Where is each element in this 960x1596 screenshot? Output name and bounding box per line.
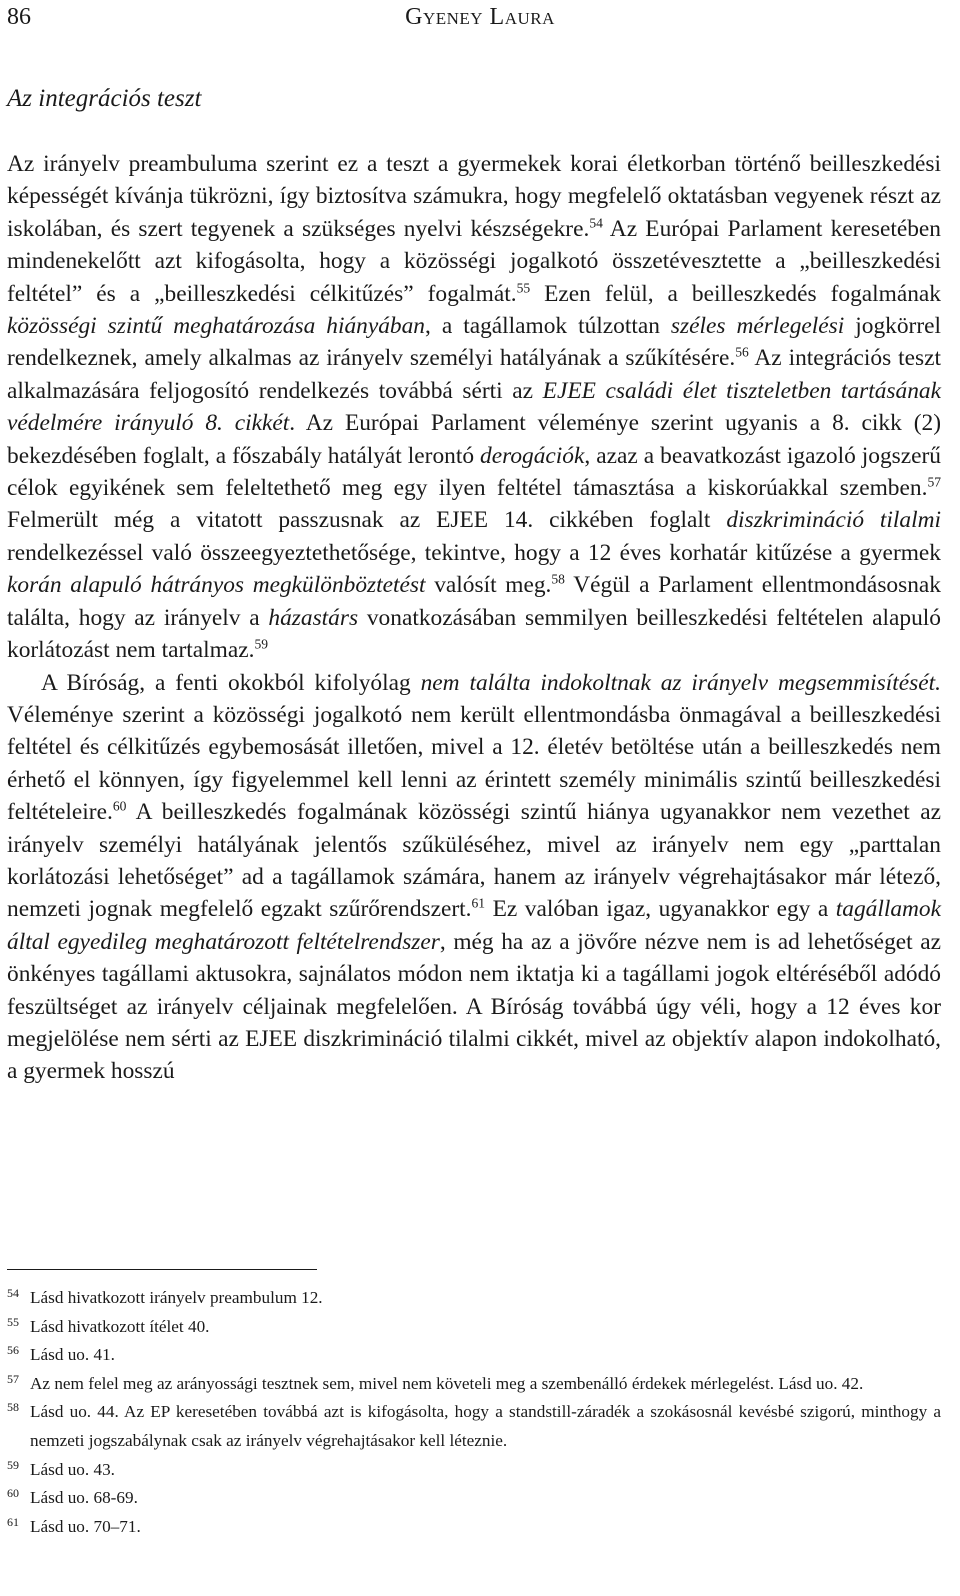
footnote-number: 59 xyxy=(7,1457,19,1472)
italic-text: EJEE családi élet tiszteletben tartásának védelmére irányuló 8. cikkét xyxy=(7,377,941,437)
text-run: Ez valóban igaz, ugyanakkor egy a xyxy=(485,896,836,923)
footnote-number: 55 xyxy=(7,1314,19,1329)
text-run: Az integrációs teszt alkalmazására feljogosító rendelkezés továbbá sérti az xyxy=(7,345,941,404)
footnote-number: 54 xyxy=(7,1286,19,1300)
text-run: Ezen felül, a beilleszkedés fogalmának xyxy=(530,280,941,307)
italic-text: széles mérlegelési xyxy=(670,313,845,340)
footnote-number: 56 xyxy=(7,1343,19,1358)
footnote-text: Lásd uo. 43. xyxy=(30,1459,115,1479)
section-title: Az integrációs teszt xyxy=(7,85,202,112)
footnote-ref: 61 xyxy=(471,895,486,911)
footnote-number: 58 xyxy=(7,1400,19,1415)
italic-text: házastárs xyxy=(268,604,359,631)
italic-text: nem találta indokoltnak az irányelv megsemmisítését. xyxy=(420,669,941,696)
footnote-ref: 56 xyxy=(735,345,749,361)
footnote-text: Lásd hivatkozott irányelv preambulum 12. xyxy=(30,1288,323,1307)
body-text xyxy=(7,148,941,1088)
footnote-text: Lásd uo. 41. xyxy=(30,1345,115,1365)
text-run: Végül a Parlament ellentmondásosnak találta, hogy az irányelv a xyxy=(7,572,941,631)
italic-text: derogációk xyxy=(480,442,585,469)
italic-text: diszkrimináció tilalmi xyxy=(726,507,942,534)
footnote-number: 61 xyxy=(7,1514,19,1529)
footnote xyxy=(7,1313,941,1342)
footnote xyxy=(7,1284,941,1313)
text-run: Az Európai Parlament keresetében mindenekelőtt azt kifogásolta, hogy a közösségi jogalkotó összetévesztette a „beilleszkedési feltétel” és a „beilleszkedési célkitűzés” fogalmát. xyxy=(7,215,941,307)
text-run: Véleménye szerint a közösségi jogalkotó nem került ellentmondásba önmagával a beilleszkedési feltétel és célkitűzés egybemosását illetően, mivel a 12. életév betöltése után a beilleszkedés nem érhető el könnyen, így figyelemmel kell lenni az érintett személy minimális szintű beilleszkedési feltételeire. xyxy=(7,701,941,826)
footnote-number: 60 xyxy=(7,1486,19,1501)
text-run: . Az Európai Parlament véleménye szerint ugyanis a 8. cikk (2) bekezdésében foglalt, a főszabály hatályát lerontó xyxy=(7,410,941,469)
text-run: , azaz a beavatkozást igazoló jogszerű célok egyikének sem feleltethető meg egy ilyen feltétel támasztása a kiskorúakkal szemben. xyxy=(7,442,941,502)
italic-text: közösségi szintű meghatározása hiányában xyxy=(7,313,426,340)
footnote-text: Az nem felel meg az arányossági tesztnek sem, mivel nem követeli meg a szembenálló érdekek mérlegelést. Lásd uo. 42. xyxy=(30,1373,864,1393)
footnote-number: 57 xyxy=(7,1371,19,1386)
running-head-author: Gyeney Laura xyxy=(405,4,555,30)
footnote-text: Lásd uo. 70–71. xyxy=(30,1516,141,1536)
italic-text: tagállamok által egyedileg meghatározott feltételrendszer xyxy=(7,896,941,955)
text-run: A Bíróság, a fenti okokból kifolyólag xyxy=(41,669,421,696)
footnote-ref: 60 xyxy=(112,798,127,814)
footnote xyxy=(7,1370,941,1399)
footnote xyxy=(7,1456,941,1485)
footnote xyxy=(7,1484,941,1513)
text-run: , a tagállamok túlzottan xyxy=(425,313,671,340)
text-run: Felmerült még a vitatott passzusnak az EJEE 14. cikkében foglalt xyxy=(7,507,727,534)
text-run: rendelkezéssel való összeegyeztethetősége, tekintve, hogy a 12 éves korhatár kitűzése a gyermek xyxy=(7,539,941,566)
footnote xyxy=(7,1341,941,1370)
page-header xyxy=(7,0,953,34)
text-run: vonatkozásában semmilyen beilleszkedési feltételen alapuló korlátozást nem tartalmaz. xyxy=(7,604,941,664)
footnote-ref: 57 xyxy=(927,474,941,490)
footnote-separator xyxy=(7,1269,317,1270)
footnote xyxy=(7,1398,941,1455)
footnote-text: Lásd uo. 68-69. xyxy=(30,1488,138,1508)
footnote-ref: 54 xyxy=(589,215,603,231)
body-paragraph xyxy=(7,667,941,1088)
text-run: A beilleszkedés fogalmának közösségi szintű hiánya ugyanakkor nem vezethet az irányelv személyi hatályának jelentős szűküléséhez, mivel az irányelv nem egy „parttalan korlátozási lehetőséget” ad a tagállamok számára, hanem az irányelv végrehajtásakor már létező, nemzeti jognak megfelelő egzakt szűrőrendszert. xyxy=(7,799,941,923)
footnote-ref: 59 xyxy=(254,636,269,652)
page-number: 86 xyxy=(7,4,31,30)
text-run: jogkörrel rendelkeznek, amely alkalmas az irányelv személyi hatályának a szűkítésére. xyxy=(7,313,942,372)
body-paragraph xyxy=(7,148,941,667)
footnotes xyxy=(7,1284,941,1541)
footnote-ref: 58 xyxy=(551,571,565,587)
footnote-text: Lásd uo. 44. Az EP keresetében továbbá azt is kifogásolta, hogy a standstill-záradék a szokásosnál kevésbé szigorú, minthogy a nemzeti jogszabálynak csak az irányelv végrehajtásakor kell léteznie. xyxy=(30,1402,941,1450)
text-run: Az irányelv preambuluma szerint ez a teszt a gyermekek korai életkorban történő beilleszkedési képességét kívánja tükrözni, így biztosítva számukra, hogy megfelelő oktatásban vegyenek részt az iskolában, és szert tegyenek a szükséges nyelvi készségekre. xyxy=(7,151,941,242)
footnote-text: Lásd hivatkozott ítélet 40. xyxy=(30,1316,210,1336)
footnote xyxy=(7,1513,941,1542)
text-run: valósít meg. xyxy=(425,572,552,599)
text-run: , még ha az a jövőre nézve nem is ad lehetőséget az önkényes tagállami aktusokra, sajnálatos módon nem iktatja ki a tagállami jogok eltéréséből adódó feszültséget az irányelv céljainak megfelelően. A Bíróság továbbá úgy véli, hogy a 12 éves kor megjelölése nem sérti az EJEE diszkrimináció tilalmi cikkét, mivel az objektív alapon indokolható, a gyermek hosszú xyxy=(7,928,942,1085)
footnote-ref: 55 xyxy=(516,280,531,296)
italic-text: korán alapuló hátrányos megkülönböztetést xyxy=(7,572,426,599)
